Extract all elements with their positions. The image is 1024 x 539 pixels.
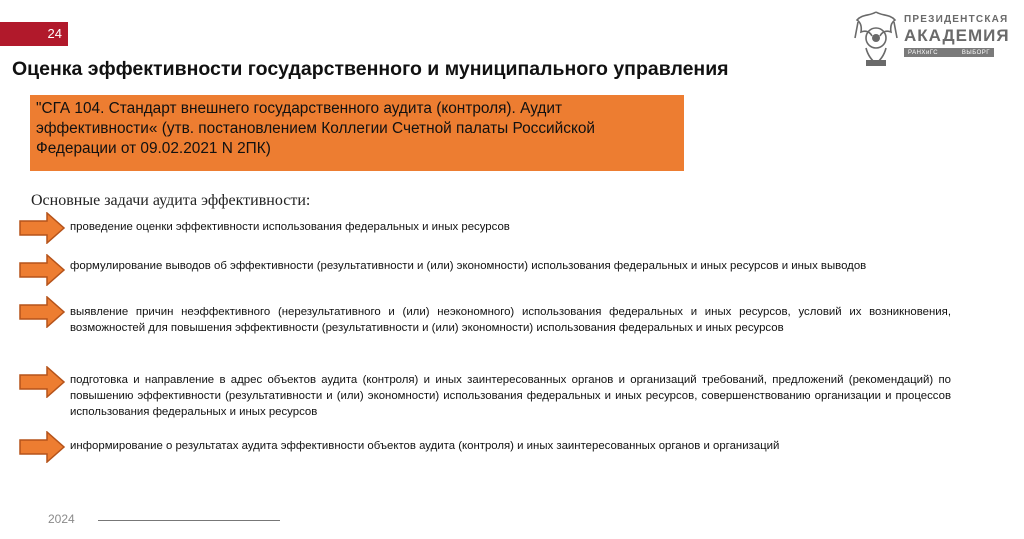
logo-strip-left: РАНХиГС (908, 49, 939, 56)
arrow-right-icon (19, 296, 65, 328)
eagle-emblem-icon (852, 8, 900, 70)
standard-highlight-box: "СГА 104. Стандарт внешнего государственного аудита (контроля). Аудит эффективности« (утв. постановлением Коллегии Счетной палаты Российской Федерации от 09.02.2021 N 2ПК) (30, 95, 684, 171)
academy-logo (852, 8, 1010, 72)
arrow-right-icon (19, 212, 65, 244)
logo-line1: ПРЕЗИДЕНТСКАЯ (904, 14, 1009, 25)
arrow-right-icon (19, 254, 65, 286)
task-item-2: формулирование выводов об эффективности (результативности и (или) экономности) использования федеральных и иных ресурсов и иных выводов (70, 260, 867, 272)
footer-divider (98, 520, 280, 521)
footer-year: 2024 (48, 512, 75, 526)
slide-number: 24 (0, 22, 68, 46)
tasks-subtitle: Основные задачи аудита эффективности: (31, 192, 311, 209)
task-item-4: подготовка и направление в адрес объектов аудита (контроля) и иных заинтересованных органов и организаций требований, предложений (рекомендаций) по повышению эффективности (результативности и (или) экономности) использования федеральных и иных ресурсов, совершенствованию организации и процессов использования федеральных и иных ресурсов (70, 374, 951, 418)
task-item-5: информирование о результатах аудита эффективности объектов аудита (контроля) и иных заинтересованных органов и организаций (70, 440, 780, 452)
task-item-3: выявление причин неэффективного (нерезультативного и (или) неэкономного) использования федеральных и иных ресурсов, условий их возникновения, возможностей для повышения эффективности (результативности и (или) экономности) использования федеральных и иных ресурсов (70, 306, 951, 334)
logo-strip (904, 48, 994, 57)
task-item-1: проведение оценки эффективности использования федеральных и иных ресурсов (70, 221, 510, 233)
arrow-right-icon (19, 431, 65, 463)
page-title: Оценка эффективности государственного и муниципального управления (12, 58, 729, 80)
logo-line2: АКАДЕМИЯ (904, 26, 1010, 45)
logo-strip-right: ВЫБОРГ (961, 49, 990, 56)
arrow-right-icon (19, 366, 65, 398)
